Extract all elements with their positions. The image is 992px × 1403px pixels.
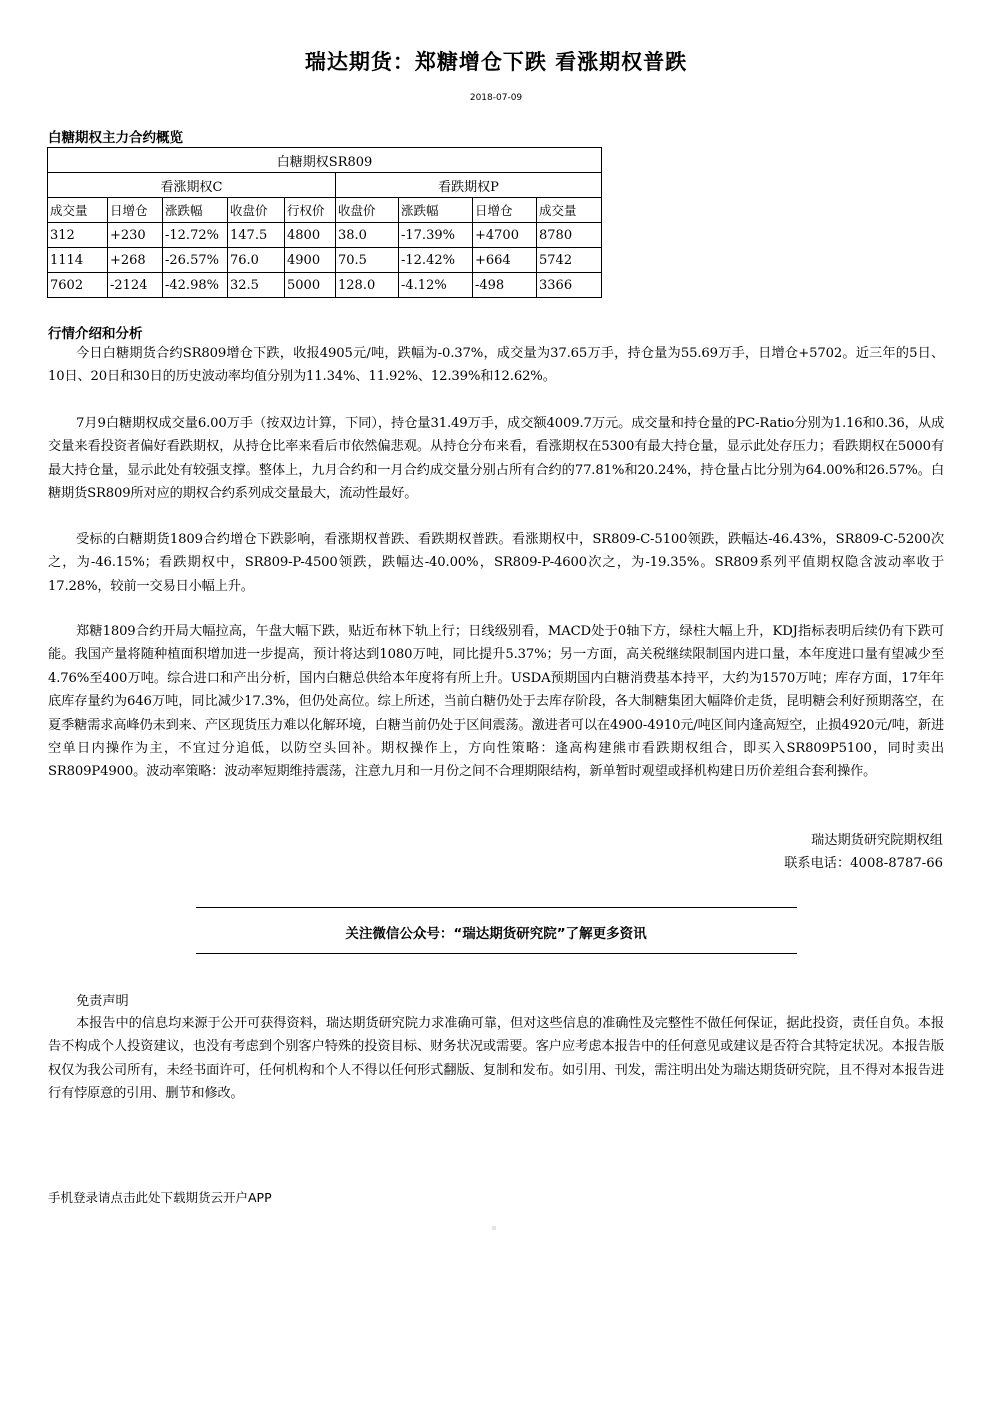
table-cell: 8780 <box>537 223 602 248</box>
column-header: 涨跌幅 <box>399 198 473 223</box>
column-header: 收盘价 <box>336 198 399 223</box>
table-row <box>48 273 602 298</box>
divider-top <box>196 907 797 908</box>
table-cell: 3366 <box>537 273 602 298</box>
table-cell: 1114 <box>48 248 108 273</box>
table-cell: 32.5 <box>228 273 285 298</box>
table-cell: 5742 <box>537 248 602 273</box>
paragraph-market-summary: 今日白糖期货合约SR809增仓下跌，收报4905元/吨，跌幅为-0.37%，成交量为37.65万手，持仓量为55.69万手，日增仓+5702。近三年的5日、10日、20日和30日的历史波动率均值分别为11.34%、11.92%、12.39%和12.62%。 <box>48 346 944 385</box>
table-cell: -4.12% <box>399 273 473 298</box>
table-caption: 白糖期权SR809 <box>48 148 602 173</box>
table-cell: 128.0 <box>336 273 399 298</box>
table-cell: -42.98% <box>163 273 228 298</box>
column-header: 成交量 <box>48 198 108 223</box>
column-header: 涨跌幅 <box>163 198 228 223</box>
app-download-link[interactable]: 手机登录请点击此处下载期货云开户APP <box>48 1190 272 1205</box>
table-cell: 147.5 <box>228 223 285 248</box>
table-cell: 5000 <box>285 273 336 298</box>
paragraph-options-moves: 受标的白糖期货1809合约增仓下跌影响，看涨期权普跌、看跌期权普跌。看涨期权中，SR809-C-5100领跌，跌幅达-46.43%，SR809-C-5200次之，为-46.15%；看跌期权中，SR809-P-4500领跌，跌幅达-40.00%，SR809-P-4600次之，为-19.35%。SR809系列平值期权隐含波动率收于17.28%，较前一交易日小幅上升。 <box>48 532 944 594</box>
paragraph-outlook-strategy: 郑糖1809合约开局大幅拉高，午盘大幅下跌，贴近布林下轨上行；日线级别看，MACD处于0轴下方，绿柱大幅上升，KDJ指标表明后续仍有下跌可能。我国产量将随种植面积增加进一步提高，预计将达到1080万吨，同比提升5.37%；另一方面，高关税继续限制国内进口量，本年度进口量有望减少至4.76%至400万吨。综合进口和产出分析，国内白糖总供给本年度将有所上升。USDA预期国内白糖消费基本持平，大约为1570万吨；库存方面，17年年底库存量约为646万吨，同比减少17.3%，但仍处高位。综上所述，当前白糖仍处于去库存阶段，各大制糖集团大幅降价走货，昆明糖会利好预期落空，在夏季糖需求高峰仍未到来、产区现货压力难以化解环境，白糖当前仍处于区间震荡。激进者可以在4900-4910元/吨区间内逢高短空，止损4920元/吨，新进空单日内操作为主，不宜过分追低，以防空头回补。期权操作上，方向性策略：逢高构建熊市看跌期权组合，即买入SR809P5100，同时卖出SR809P4900。波动率策略：波动率短期维持震荡，注意九月和一月份之间不合理期限结构，新单暂时观望或择机构建日历价差组合套利操作。 <box>48 624 944 780</box>
table-row <box>48 248 602 273</box>
table-cell: 38.0 <box>336 223 399 248</box>
table-row <box>48 223 602 248</box>
table-section-title: 白糖期权主力合约概览 <box>48 130 183 146</box>
table-cell: -12.72% <box>163 223 228 248</box>
table-cell: -12.42% <box>399 248 473 273</box>
table-cell: 76.0 <box>228 248 285 273</box>
paragraph-options-volume: 7月9白糖期权成交量6.00万手（按双边计算，下同），持仓量31.49万手，成交额4009.7万元。成交量和持仓量的PC-Ratio分别为1.16和0.36，从成交量来看投资者偏好看跌期权，从持仓比率来看后市依然偏悲观。从持仓分布来看，看涨期权在5300有最大持仓量，显示此处存压力；看跌期权在5000有最大持仓量，显示此处有较强支撑。整体上，九月合约和一月合约成交量分别占所有合约的77.81%和20.24%，持仓量占比分别为64.00%和26.57%。白糖期货SR809所对应的期权合约系列成交量最大，流动性最好。 <box>48 416 944 502</box>
table-cell: +664 <box>473 248 537 273</box>
table-cell: +4700 <box>473 223 537 248</box>
page-title: 瑞达期货：郑糖增仓下跌 看涨期权普跌 <box>304 50 688 74</box>
table-cell: -498 <box>473 273 537 298</box>
report-date: 2018-07-09 <box>469 93 523 103</box>
column-header: 行权价 <box>285 198 336 223</box>
table-cell: +268 <box>108 248 163 273</box>
signature-phone: 联系电话：4008-8787-66 <box>784 856 943 871</box>
table-cell: -17.39% <box>399 223 473 248</box>
put-options-header: 看跌期权P <box>336 173 602 198</box>
page-marker <box>492 1226 496 1230</box>
disclaimer-title: 免责声明 <box>76 994 129 1009</box>
column-header: 收盘价 <box>228 198 285 223</box>
signature-team: 瑞达期货研究院期权组 <box>811 833 943 848</box>
table-cell: +230 <box>108 223 163 248</box>
column-header: 成交量 <box>537 198 602 223</box>
table-cell: 70.5 <box>336 248 399 273</box>
table-cell: 4800 <box>285 223 336 248</box>
analysis-section-title: 行情介绍和分析 <box>48 326 143 342</box>
table-cell: 4900 <box>285 248 336 273</box>
options-overview-table <box>47 147 602 298</box>
disclaimer-body: 本报告中的信息均来源于公开可获得资料，瑞达期货研究院力求准确可靠，但对这些信息的准确性及完整性不做任何保证，据此投资，责任自负。本报告不构成个人投资建议，也没有考虑到个别客户特殊的投资目标、财务状况或需要。客户应考虑本报告中的任何意见或建议是否符合其特定状况。本报告版权仅为我公司所有，未经书面许可，任何机构和个人不得以任何形式翻版、复制和发布。如引用、刊发，需注明出处为瑞达期货研究院，且不得对本报告进行有悖原意的引用、删节和修改。 <box>48 1016 944 1102</box>
table-cell: -2124 <box>108 273 163 298</box>
table-cell: -26.57% <box>163 248 228 273</box>
table-cell: 312 <box>48 223 108 248</box>
divider-bottom <box>196 953 797 954</box>
column-header: 日增仓 <box>473 198 537 223</box>
column-header: 日增仓 <box>108 198 163 223</box>
call-options-header: 看涨期权C <box>48 173 336 198</box>
wechat-notice: 关注微信公众号：“瑞达期货研究院”了解更多资讯 <box>345 926 647 942</box>
table-cell: 7602 <box>48 273 108 298</box>
